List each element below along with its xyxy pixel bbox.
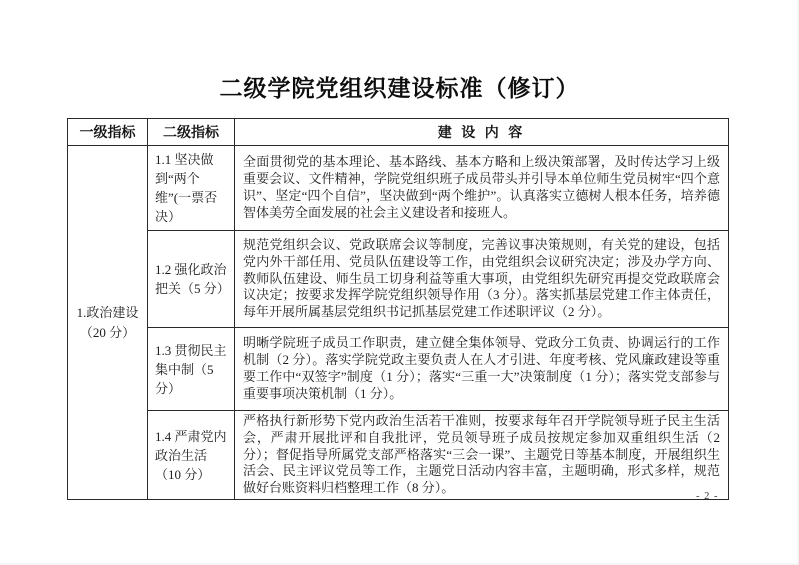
- header-level1-indicator: 一级指标: [68, 119, 148, 146]
- standards-table: [67, 118, 729, 500]
- table-header-row: [68, 119, 729, 146]
- content-cell-1-1: 全面贯彻党的基本理论、基本路线、基本方略和上级决策部署，及时传达学习上级重要会议、文件精神，学院党组织班子成员带头并引导本单位师生党员树牢“四个意识”、坚定“四个自信”，坚决做到“两个维护”。认真落实立德树人根本任务，培养德智体美劳全面发展的社会主义建设者和接班人。: [235, 146, 729, 231]
- level1-indicator-line2: （20 分）: [79, 324, 136, 340]
- indicator-cell-1-2: 1.2 强化政治把关（5 分）: [148, 231, 235, 328]
- page-number: - 2 -: [696, 491, 719, 502]
- table-row-1-3: [68, 328, 729, 411]
- indicator-cell-1-1: 1.1 坚决做到“两个维”(一票否决）: [148, 146, 235, 231]
- header-construction-content: 建 设 内 容: [235, 119, 729, 146]
- level1-indicator-line1: 1.政治建设: [76, 304, 139, 320]
- table-row-1-1: [68, 146, 729, 231]
- header-level2-indicator: 二级指标: [148, 119, 235, 146]
- indicator-cell-1-3: 1.3 贯彻民主集中制（5 分）: [148, 328, 235, 411]
- content-cell-1-2: 规范党组织会议、党政联席会议等制度，完善议事决策规则，有关党的建设，包括党内外干部任用、党员队伍建设等工作，由党组织会议研究决定；涉及办学方向、教师队伍建设、师生员工切身利益等重大事项，由党组织先研究再提交党政联席会议决定；按要求发挥学院党组织领导作用（3 分）。落实抓基层党建工作主体责任，每年开展所属基层党组织书记抓基层党建工作述职评议（2 分）。: [235, 231, 729, 328]
- indicator-cell-1-4: 1.4 严肃党内政治生活（10 分）: [148, 411, 235, 500]
- table-row-1-4: [68, 411, 729, 500]
- level1-indicator-cell: [68, 146, 148, 500]
- table-row-1-2: [68, 231, 729, 328]
- page-title: 二级学院党组织建设标准（修订）: [219, 76, 580, 101]
- content-cell-1-3: 明晰学院班子成员工作职责，建立健全集体领导、党政分工负责、协调运行的工作机制（2 分）。落实学院党政主要负责人在人才引进、年度考核、党风廉政建设等重要工作中“双签字”制度（1 分）；落实“三重一大”决策制度（1 分）；落实党支部参与重要事项决策机制（1 分）。: [235, 328, 729, 411]
- content-cell-1-4: 严格执行新形势下党内政治生活若干准则，按要求每年召开学院领导班子民主生活会，严肃开展批评和自我批评，党员领导班子成员按规定参加双重组织生活（2 分）；督促指导所属党支部严格落实“三会一课”、主题党日等基本制度，开展组织生活会、民主评议党员等工作，主题党日活动内容丰富，主题明确，形式多样，规范做好台账资料归档整理工作（8 分）。: [235, 411, 729, 500]
